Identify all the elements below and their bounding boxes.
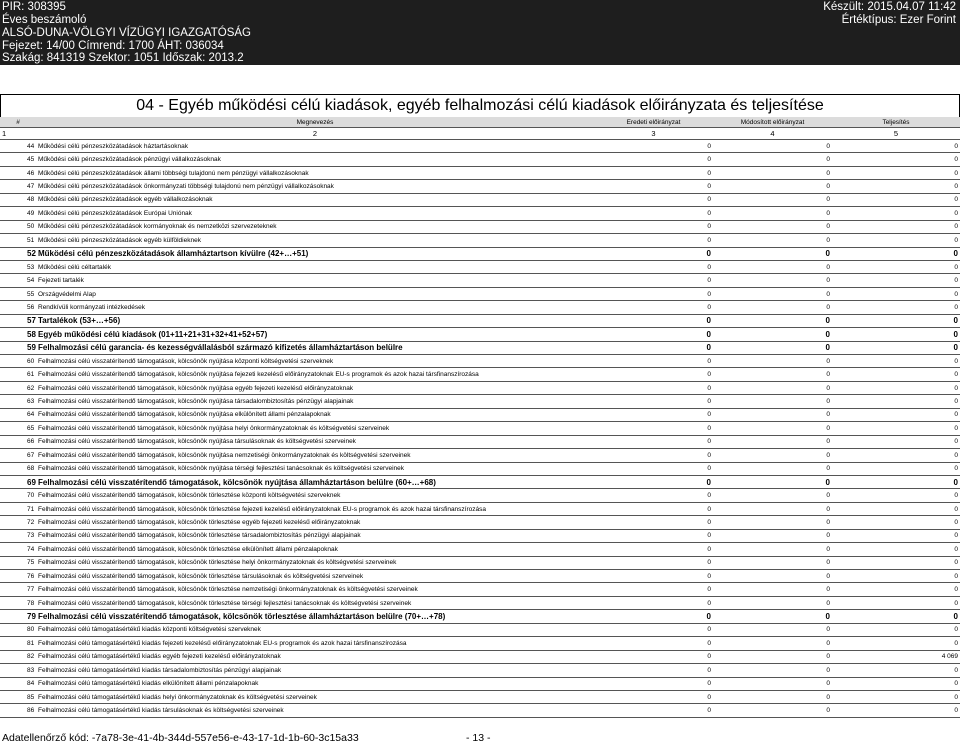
row-modified-value: 0 [713, 287, 832, 300]
report-header [0, 0, 960, 65]
row-name: Egyéb működési célú kiadások (01+11+21+31+32+41+52+57) [36, 328, 594, 341]
row-actual-value: 0 [832, 381, 960, 394]
row-original-value: 0 [594, 449, 713, 462]
row-original-value: 0 [594, 180, 713, 193]
row-number: 77 [0, 583, 36, 596]
row-name: Felhalmozási célú visszatérítendő támogatások, kölcsönök nyújtása térségi fejlesztési tanácsoknak és költségvetési szerveinek [36, 462, 594, 475]
table-row [0, 140, 960, 153]
table-row [0, 677, 960, 690]
table-row [0, 583, 960, 596]
row-actual-value: 0 [832, 690, 960, 703]
row-number: 49 [0, 207, 36, 220]
row-actual-value: 0 [832, 166, 960, 179]
row-modified-value: 0 [713, 650, 832, 663]
row-original-value: 0 [594, 516, 713, 529]
table-row [0, 556, 960, 569]
row-modified-value: 0 [713, 610, 832, 623]
row-original-value: 0 [594, 610, 713, 623]
table-row [0, 596, 960, 609]
table-row [0, 153, 960, 166]
table-row [0, 395, 960, 408]
row-modified-value: 0 [713, 529, 832, 542]
row-number: 80 [0, 623, 36, 636]
row-name: Működési célú pénzeszközátadások egyéb külföldieknek [36, 234, 594, 247]
table-row [0, 274, 960, 287]
row-original-value: 0 [594, 247, 713, 260]
table-row [0, 301, 960, 314]
row-original-value: 0 [594, 220, 713, 233]
table-row [0, 529, 960, 542]
row-number: 86 [0, 704, 36, 717]
row-original-value: 0 [594, 395, 713, 408]
row-original-value: 0 [594, 596, 713, 609]
page-number: - 13 - [466, 732, 491, 744]
col-header-original: Eredeti előirányzat [594, 117, 713, 128]
row-original-value: 0 [594, 301, 713, 314]
row-number: 84 [0, 677, 36, 690]
created-timestamp: Készült: 2015.04.07 11:42 [823, 1, 956, 13]
row-actual-value: 0 [832, 301, 960, 314]
table-row [0, 355, 960, 368]
row-number: 58 [0, 328, 36, 341]
row-original-value: 0 [594, 556, 713, 569]
row-actual-value: 0 [832, 583, 960, 596]
row-modified-value: 0 [713, 449, 832, 462]
table-row [0, 650, 960, 663]
row-actual-value: 0 [832, 260, 960, 273]
row-modified-value: 0 [713, 489, 832, 502]
row-actual-value: 0 [832, 395, 960, 408]
row-number: 79 [0, 610, 36, 623]
row-actual-value: 0 [832, 328, 960, 341]
row-original-value: 0 [594, 193, 713, 206]
row-actual-value: 0 [832, 543, 960, 556]
table-row [0, 704, 960, 717]
row-name: Felhalmozási célú visszatérítendő támogatások, kölcsönök törlesztése társadalombiztosítás pénzügyi alapjainak [36, 529, 594, 542]
row-name: Felhalmozási célú támogatásértékű kiadás elkülönített állami pénzalapoknak [36, 677, 594, 690]
row-modified-value: 0 [713, 341, 832, 354]
row-name: Felhalmozási célú visszatérítendő támogatások, kölcsönök törlesztése fejezeti kezelésű előirányzatoknak EU-s programok és azok hazai társfinanszírozása [36, 502, 594, 515]
row-name: Működési célú pénzeszközátadások egyéb vállalkozásoknak [36, 193, 594, 206]
row-number: 48 [0, 193, 36, 206]
row-actual-value: 0 [832, 704, 960, 717]
col-number: 2 [36, 128, 594, 140]
row-modified-value: 0 [713, 328, 832, 341]
row-modified-value: 0 [713, 422, 832, 435]
row-number: 60 [0, 355, 36, 368]
row-original-value: 0 [594, 677, 713, 690]
row-modified-value: 0 [713, 180, 832, 193]
table-row [0, 623, 960, 636]
row-number: 68 [0, 462, 36, 475]
row-original-value: 0 [594, 207, 713, 220]
table-row-total [0, 328, 960, 341]
row-name: Működési célú pénzeszközátadások állami többségi tulajdonú nem pénzügyi vállalkozásoknak [36, 166, 594, 179]
col-header-hash: # [0, 117, 36, 128]
report-type: Éves beszámoló [2, 14, 87, 26]
row-number: 55 [0, 287, 36, 300]
row-actual-value: 0 [832, 449, 960, 462]
row-name: Felhalmozási célú visszatérítendő támogatások, kölcsönök nyújtása elkülönített állami pénzalapoknak [36, 408, 594, 421]
row-name: Felhalmozási célú visszatérítendő támogatások, kölcsönök törlesztése államháztartáson belülre (70+…+78) [36, 610, 594, 623]
row-number: 63 [0, 395, 36, 408]
table-row-total [0, 247, 960, 260]
row-modified-value: 0 [713, 475, 832, 488]
table-row [0, 193, 960, 206]
row-modified-value: 0 [713, 596, 832, 609]
row-actual-value: 0 [832, 623, 960, 636]
row-original-value: 0 [594, 529, 713, 542]
row-actual-value: 0 [832, 489, 960, 502]
table-row-total [0, 341, 960, 354]
row-modified-value: 0 [713, 570, 832, 583]
row-modified-value: 0 [713, 381, 832, 394]
row-modified-value: 0 [713, 314, 832, 327]
row-name: Felhalmozási célú visszatérítendő támogatások, kölcsönök törlesztése nemzetiségi önkormányzatoknak és költségvetési szerveinek [36, 583, 594, 596]
row-number: 66 [0, 435, 36, 448]
row-actual-value: 0 [832, 596, 960, 609]
table-row [0, 180, 960, 193]
col-number: 1 [0, 128, 36, 140]
row-original-value: 0 [594, 166, 713, 179]
row-name: Felhalmozási célú visszatérítendő támogatások, kölcsönök törlesztése helyi önkormányzatoknak és költségvetési szerveinek [36, 556, 594, 569]
sector-meta: Szakág: 841319 Szektor: 1051 Időszak: 2013.2 [2, 52, 244, 64]
row-actual-value: 0 [832, 462, 960, 475]
row-number: 46 [0, 166, 36, 179]
row-name: Felhalmozási célú visszatérítendő támogatások, kölcsönök nyújtása társadalombiztosítás pénzügyi alapjainak [36, 395, 594, 408]
row-name: Felhalmozási célú visszatérítendő támogatások, kölcsönök törlesztése társulásoknak és költségvetési szerveinek [36, 570, 594, 583]
row-number: 64 [0, 408, 36, 421]
row-actual-value: 0 [832, 314, 960, 327]
row-original-value: 0 [594, 704, 713, 717]
row-number: 75 [0, 556, 36, 569]
row-number: 82 [0, 650, 36, 663]
row-number: 71 [0, 502, 36, 515]
value-type: Értéktípus: Ezer Forint [841, 14, 956, 26]
row-original-value: 0 [594, 489, 713, 502]
row-original-value: 0 [594, 381, 713, 394]
row-name: Rendkívüli kormányzati intézkedések [36, 301, 594, 314]
table-row [0, 381, 960, 394]
row-name: Működési célú pénzeszközátadások államháztartson kívülre (42+…+51) [36, 247, 594, 260]
row-original-value: 0 [594, 341, 713, 354]
table-body [0, 117, 960, 717]
table-row [0, 166, 960, 179]
row-actual-value: 0 [832, 207, 960, 220]
row-original-value: 0 [594, 234, 713, 247]
data-table [0, 117, 960, 718]
table-row [0, 570, 960, 583]
row-actual-value: 0 [832, 220, 960, 233]
row-original-value: 0 [594, 502, 713, 515]
row-modified-value: 0 [713, 556, 832, 569]
row-name: Fejezeti tartalék [36, 274, 594, 287]
row-name: Felhalmozási célú támogatásértékű kiadás központi költségvetési szerveknek [36, 623, 594, 636]
col-number: 4 [713, 128, 832, 140]
row-number: 54 [0, 274, 36, 287]
table-title: 04 - Egyéb működési célú kiadások, egyéb felhalmozási célú kiadások előirányzata és teljesítése [0, 94, 960, 118]
row-number: 73 [0, 529, 36, 542]
row-original-value: 0 [594, 408, 713, 421]
table-row [0, 543, 960, 556]
row-actual-value: 0 [832, 274, 960, 287]
row-name: Felhalmozási célú garancia- és kezességvállalásból származó kifizetés államháztartáson belülre [36, 341, 594, 354]
row-actual-value: 0 [832, 529, 960, 542]
row-original-value: 0 [594, 583, 713, 596]
row-name: Működési célú pénzeszközátadások háztartásoknak [36, 140, 594, 153]
table-row [0, 690, 960, 703]
row-original-value: 0 [594, 368, 713, 381]
row-name: Működési célú pénzeszközátadások pénzügyi vállalkozásoknak [36, 153, 594, 166]
table-row [0, 462, 960, 475]
row-actual-value: 0 [832, 637, 960, 650]
row-original-value: 0 [594, 328, 713, 341]
row-actual-value: 0 [832, 610, 960, 623]
row-modified-value: 0 [713, 664, 832, 677]
row-actual-value: 0 [832, 355, 960, 368]
row-number: 76 [0, 570, 36, 583]
row-name: Felhalmozási célú visszatérítendő támogatások, kölcsönök törlesztése elkülönített állami pénzalapoknak [36, 543, 594, 556]
row-original-value: 0 [594, 355, 713, 368]
row-number: 53 [0, 260, 36, 273]
validation-code: Adatellenőrző kód: -7a78-3e-41-4b-344d-557e56-e-43-17-1d-1b-60-3c15a33 [2, 732, 359, 744]
row-actual-value: 0 [832, 516, 960, 529]
row-original-value: 0 [594, 623, 713, 636]
row-original-value: 0 [594, 153, 713, 166]
row-name: Felhalmozási célú visszatérítendő támogatások, kölcsönök törlesztése központi költségvetési szerveknek [36, 489, 594, 502]
row-original-value: 0 [594, 475, 713, 488]
row-modified-value: 0 [713, 153, 832, 166]
table-row [0, 502, 960, 515]
row-name: Működési célú céltartalék [36, 260, 594, 273]
row-number: 65 [0, 422, 36, 435]
table-row [0, 664, 960, 677]
row-number: 57 [0, 314, 36, 327]
row-name: Felhalmozási célú visszatérítendő támogatások, kölcsönök nyújtása fejezeti kezelésű előirányzatoknak EU-s programok és azok hazai társfinanszírozása [36, 368, 594, 381]
row-original-value: 0 [594, 422, 713, 435]
chapter-meta: Fejezet: 14/00 Címrend: 1700 ÁHT: 036034 [2, 40, 224, 52]
row-original-value: 0 [594, 664, 713, 677]
row-original-value: 0 [594, 650, 713, 663]
row-number: 81 [0, 637, 36, 650]
row-number: 56 [0, 301, 36, 314]
row-modified-value: 0 [713, 368, 832, 381]
row-name: Felhalmozási célú visszatérítendő támogatások, kölcsönök törlesztése egyéb fejezeti kezelésű előirányzatoknak [36, 516, 594, 529]
table-row [0, 220, 960, 233]
row-original-value: 0 [594, 260, 713, 273]
row-modified-value: 0 [713, 274, 832, 287]
row-name: Felhalmozási célú visszatérítendő támogatások, kölcsönök törlesztése térségi fejlesztési tanácsoknak és költségvetési szerveinek [36, 596, 594, 609]
row-actual-value: 0 [832, 435, 960, 448]
row-original-value: 0 [594, 274, 713, 287]
row-modified-value: 0 [713, 516, 832, 529]
row-name: Felhalmozási célú visszatérítendő támogatások, kölcsönök nyújtása egyéb fejezeti kezelésű előirányzatoknak [36, 381, 594, 394]
table-row [0, 260, 960, 273]
row-modified-value: 0 [713, 193, 832, 206]
table-row-total [0, 314, 960, 327]
row-modified-value: 0 [713, 207, 832, 220]
row-modified-value: 0 [713, 220, 832, 233]
table-row-total [0, 475, 960, 488]
row-actual-value: 0 [832, 234, 960, 247]
table-row [0, 422, 960, 435]
row-name: Működési célú pénzeszközátadások önkormányzati többségi tulajdonú nem pénzügyi vállalkozásoknak [36, 180, 594, 193]
row-number: 83 [0, 664, 36, 677]
table-row [0, 435, 960, 448]
row-actual-value: 0 [832, 287, 960, 300]
col-number: 5 [832, 128, 960, 140]
row-name: Országvédelmi Alap [36, 287, 594, 300]
col-header-name: Megnevezés [36, 117, 594, 128]
row-actual-value: 0 [832, 475, 960, 488]
row-actual-value: 0 [832, 341, 960, 354]
row-number: 85 [0, 690, 36, 703]
row-modified-value: 0 [713, 140, 832, 153]
col-header-modified: Módosított előirányzat [713, 117, 832, 128]
row-actual-value: 0 [832, 677, 960, 690]
row-name: Felhalmozási célú támogatásértékű kiadás társulásoknak és költségvetési szerveinek [36, 704, 594, 717]
row-modified-value: 0 [713, 543, 832, 556]
row-original-value: 0 [594, 690, 713, 703]
row-modified-value: 0 [713, 234, 832, 247]
row-number: 51 [0, 234, 36, 247]
row-number: 61 [0, 368, 36, 381]
column-header-row [0, 117, 960, 128]
row-name: Felhalmozási célú visszatérítendő támogatások, kölcsönök nyújtása társulásoknak és költségvetési szerveinek [36, 435, 594, 448]
row-number: 78 [0, 596, 36, 609]
table-row [0, 408, 960, 421]
row-name: Felhalmozási célú támogatásértékű kiadás fejezeti kezelésű előirányzatoknak EU-s programok és azok hazai társfinanszírozása [36, 637, 594, 650]
row-number: 50 [0, 220, 36, 233]
row-modified-value: 0 [713, 637, 832, 650]
row-number: 72 [0, 516, 36, 529]
row-modified-value: 0 [713, 704, 832, 717]
row-actual-value: 0 [832, 180, 960, 193]
row-modified-value: 0 [713, 677, 832, 690]
row-original-value: 0 [594, 570, 713, 583]
row-actual-value: 0 [832, 556, 960, 569]
row-modified-value: 0 [713, 435, 832, 448]
table-row [0, 449, 960, 462]
row-original-value: 0 [594, 462, 713, 475]
table-row [0, 287, 960, 300]
row-actual-value: 0 [832, 193, 960, 206]
row-number: 59 [0, 341, 36, 354]
column-number-row [0, 128, 960, 140]
row-name: Felhalmozási célú visszatérítendő támogatások, kölcsönök nyújtása nemzetiségi önkormányzatoknak és költségvetési szerveinek [36, 449, 594, 462]
row-number: 62 [0, 381, 36, 394]
row-name: Felhalmozási célú visszatérítendő támogatások, kölcsönök nyújtása helyi önkormányzatoknak és költségvetési szerveinek [36, 422, 594, 435]
row-name: Tartalékok (53+…+56) [36, 314, 594, 327]
row-name: Felhalmozási célú támogatásértékű kiadás egyéb fejezeti kezelésű előirányzatoknak [36, 650, 594, 663]
row-actual-value: 0 [832, 570, 960, 583]
row-number: 70 [0, 489, 36, 502]
row-modified-value: 0 [713, 408, 832, 421]
row-modified-value: 0 [713, 301, 832, 314]
row-number: 69 [0, 475, 36, 488]
table-row [0, 637, 960, 650]
row-actual-value: 0 [832, 502, 960, 515]
table-row [0, 516, 960, 529]
row-original-value: 0 [594, 287, 713, 300]
row-number: 44 [0, 140, 36, 153]
row-number: 52 [0, 247, 36, 260]
row-original-value: 0 [594, 314, 713, 327]
row-number: 45 [0, 153, 36, 166]
row-original-value: 0 [594, 435, 713, 448]
row-modified-value: 0 [713, 623, 832, 636]
row-modified-value: 0 [713, 583, 832, 596]
row-actual-value: 0 [832, 664, 960, 677]
row-name: Működési célú pénzeszközátadások kormányoknak és nemzetközi szervezeteknek [36, 220, 594, 233]
row-modified-value: 0 [713, 502, 832, 515]
row-modified-value: 0 [713, 260, 832, 273]
organization-name: ALSÓ-DUNA-VÖLGYI VÍZÜGYI IGAZGATÓSÁG [2, 27, 251, 39]
row-modified-value: 0 [713, 395, 832, 408]
table-row [0, 489, 960, 502]
row-actual-value: 0 [832, 247, 960, 260]
col-number: 3 [594, 128, 713, 140]
row-actual-value: 0 [832, 140, 960, 153]
row-name: Felhalmozási célú támogatásértékű kiadás társadalombiztosítás pénzügyi alapjainak [36, 664, 594, 677]
row-actual-value: 0 [832, 153, 960, 166]
row-name: Működési célú pénzeszközátadások Európai Uniónak [36, 207, 594, 220]
row-original-value: 0 [594, 543, 713, 556]
table-row [0, 207, 960, 220]
row-modified-value: 0 [713, 355, 832, 368]
row-actual-value: 0 [832, 408, 960, 421]
row-original-value: 0 [594, 140, 713, 153]
pir-number: PIR: 308395 [2, 1, 66, 13]
row-name: Felhalmozási célú visszatérítendő támogatások, kölcsönök nyújtása államháztartáson belülre (60+…+68) [36, 475, 594, 488]
row-name: Felhalmozási célú visszatérítendő támogatások, kölcsönök nyújtása központi költségvetési szerveknek [36, 355, 594, 368]
row-number: 47 [0, 180, 36, 193]
row-modified-value: 0 [713, 690, 832, 703]
col-header-actual: Teljesítés [832, 117, 960, 128]
table-row [0, 368, 960, 381]
table-row [0, 234, 960, 247]
row-actual-value: 0 [832, 422, 960, 435]
row-number: 67 [0, 449, 36, 462]
row-actual-value: 0 [832, 368, 960, 381]
row-original-value: 0 [594, 637, 713, 650]
row-modified-value: 0 [713, 247, 832, 260]
table-row-total [0, 610, 960, 623]
row-modified-value: 0 [713, 462, 832, 475]
row-name: Felhalmozási célú támogatásértékű kiadás helyi önkormányzatoknak és költségvetési szerveinek [36, 690, 594, 703]
row-number: 74 [0, 543, 36, 556]
row-actual-value: 4 069 [832, 650, 960, 663]
row-modified-value: 0 [713, 166, 832, 179]
